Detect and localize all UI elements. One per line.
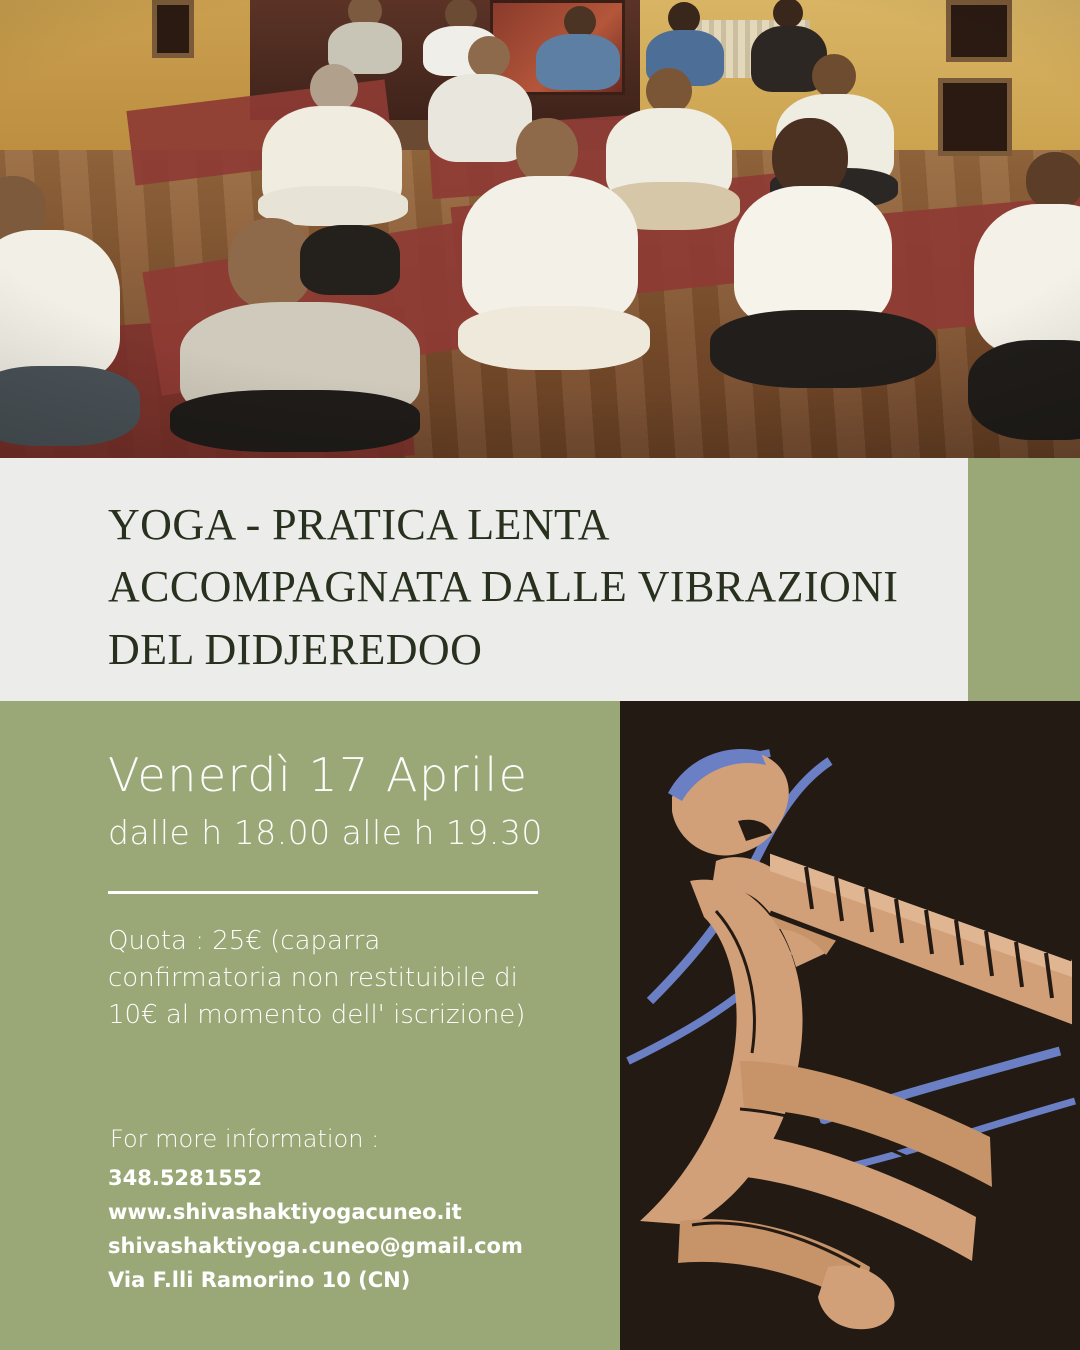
poster-title: YOGA - PRATICA LENTA ACCOMPAGNATA DALLE VIBRAZIONI DEL DIDJEREDOO [108, 500, 899, 674]
event-date: Venerdì 17 Aprile [108, 748, 529, 802]
title-band [0, 458, 968, 701]
contact-email[interactable]: shivashaktiyoga.cuneo@gmail.com [108, 1234, 523, 1259]
side-green-strip [968, 458, 1080, 701]
contact-phone[interactable]: 348.5281552 [108, 1166, 263, 1190]
contact-website[interactable]: www.shivashaktiyogacuneo.it [108, 1200, 462, 1225]
didgeridoo-illustration [620, 701, 1080, 1350]
photo-vignette [0, 0, 1080, 458]
event-info-panel [0, 701, 620, 1350]
event-fee: Quota : 25€ (caparra confirmatoria non restituibile di 10€ al momento dell' iscrizione) [108, 926, 526, 1030]
contact-heading: For more information : [110, 1125, 380, 1153]
contact-address: Via F.lli Ramorino 10 (CN) [108, 1268, 411, 1293]
event-time: dalle h 18.00 alle h 19.30 [108, 813, 543, 852]
contact-details [108, 1161, 608, 1297]
divider [108, 891, 538, 894]
didgeridoo-player-icon [620, 701, 1080, 1350]
yoga-class-photo [0, 0, 1080, 458]
